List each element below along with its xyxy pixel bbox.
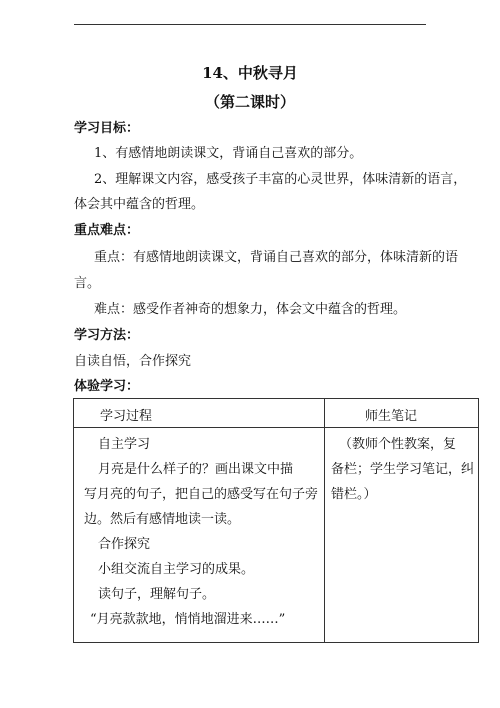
lesson-subtitle: （第二课时）	[204, 93, 295, 111]
notes-header-cell	[325, 399, 479, 428]
key-points-heading: 重点难点：	[74, 223, 140, 238]
notes-header: 师生笔记	[365, 409, 418, 424]
experience-heading: 体验学习：	[74, 379, 140, 394]
process-line: 自主学习	[98, 437, 151, 452]
goal-item-2-line-2: 体会其中蕴含的哲理。	[74, 197, 205, 212]
process-line: 读句子，理解句子。	[98, 587, 216, 602]
process-header: 学习过程	[100, 409, 153, 424]
process-cell	[74, 428, 325, 643]
goal-item-2-line-1: 2、理解课文内容，感受孩子丰富的心灵世界，体味清新的语言，	[94, 172, 467, 187]
note-line: 备栏；学生学习笔记，纠	[331, 462, 475, 477]
table-header-row	[74, 399, 479, 428]
process-line: 合作探究	[98, 537, 151, 552]
methods-text: 自读自悟，合作探究	[74, 354, 192, 369]
process-line: 小组交流自主学习的成果。	[98, 562, 255, 577]
top-rule	[74, 24, 426, 25]
note-line: （教师个性教案，复	[339, 437, 457, 452]
key-point-line-1: 重点：有感情地朗读课文，背诵自己喜欢的部分，体味清新的语	[94, 250, 459, 265]
process-line: “月亮款款地，悄悄地溜进来……”	[90, 612, 286, 627]
lesson-title: 14、中秋寻月	[202, 64, 298, 82]
learning-table	[73, 398, 479, 643]
note-lines	[325, 428, 478, 507]
process-line: 月亮是什么样子的？画出课文中描	[98, 462, 294, 477]
goals-heading: 学习目标：	[74, 121, 140, 136]
process-line: 写月亮的句子，把自己的感受写在句子旁	[84, 487, 319, 502]
key-point-line-2: 言。	[74, 276, 101, 291]
methods-heading: 学习方法：	[74, 328, 140, 343]
note-line: 错栏。）	[331, 487, 377, 502]
notes-cell	[325, 428, 479, 643]
goal-item-1: 1、有感情地朗读课文，背诵自己喜欢的部分。	[94, 146, 363, 161]
process-lines	[74, 428, 324, 632]
table-body-row	[74, 428, 479, 643]
process-header-cell	[74, 399, 325, 428]
process-line: 边。然后有感情地读一读。	[84, 512, 241, 527]
difficulty-line: 难点：感受作者神奇的想象力，体会文中蕴含的哲理。	[94, 302, 407, 317]
